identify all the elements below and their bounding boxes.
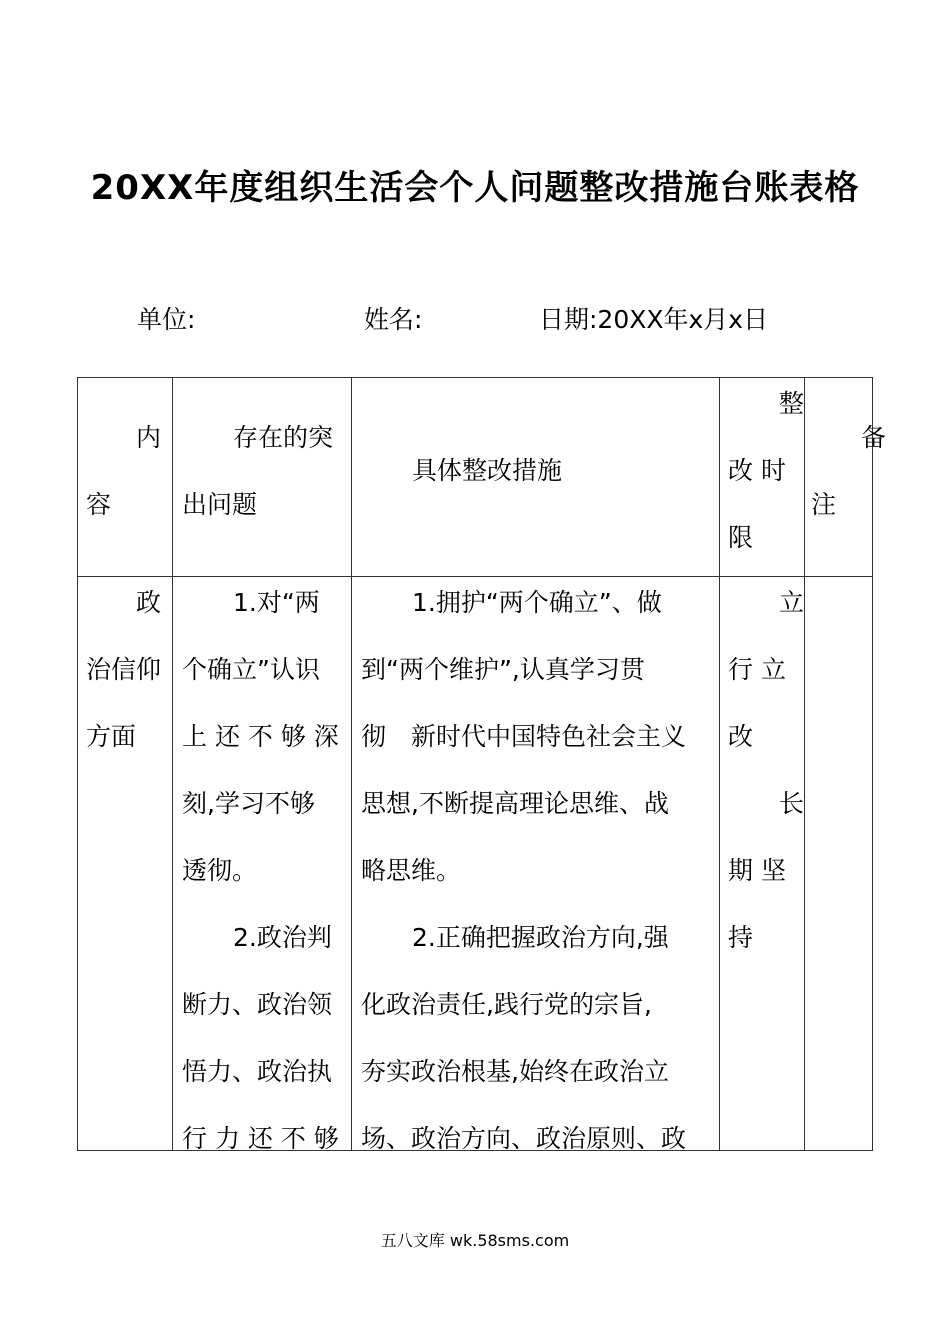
cell-text: 行 力 还 不 够 <box>182 1124 339 1153</box>
header-text: 改 时 <box>728 456 786 485</box>
cell-text: 刻,学习不够 <box>182 789 315 818</box>
cell-text: 上 还 不 够 深 <box>182 722 339 751</box>
rectification-table <box>77 377 887 1153</box>
column-divider <box>719 378 720 1150</box>
cell-text: 持 <box>728 923 754 952</box>
column-divider <box>804 378 805 1150</box>
name-label: 姓名: <box>364 305 423 334</box>
header-text: 备 <box>861 423 887 452</box>
cell-text: 改 <box>728 722 754 751</box>
cell-text: 政 <box>136 588 162 617</box>
cell-text: 1.对“两 <box>233 588 320 617</box>
cell-text: 2.政治判 <box>233 923 332 952</box>
header-text: 整 <box>779 389 805 418</box>
header-text: 出问题 <box>182 490 258 519</box>
cell-text: 期 坚 <box>728 856 786 885</box>
unit-label: 单位: <box>137 305 196 334</box>
cell-text: 夯实政治根基,始终在政治立 <box>361 1057 669 1086</box>
cell-text: 1.拥护“两个确立”、做 <box>412 588 662 617</box>
cell-text: 行 立 <box>728 655 786 684</box>
cell-text: 彻 新时代中国特色社会主义 <box>361 722 687 751</box>
column-divider <box>351 378 352 1150</box>
cell-text: 断力、政治领 <box>182 990 333 1019</box>
column-divider <box>172 378 173 1150</box>
cell-text: 到“两个维护”,认真学习贯 <box>361 655 645 684</box>
cell-text: 思想,不断提高理论思维、战 <box>361 789 669 818</box>
header-text: 限 <box>728 523 754 552</box>
cell-text: 2.正确把握政治方向,强 <box>412 923 669 952</box>
cell-text: 略思维。 <box>361 856 462 885</box>
header-text: 存在的突 <box>233 423 334 452</box>
cell-text: 场、政治方向、政治原则、政 <box>361 1124 687 1153</box>
row-divider <box>78 576 872 577</box>
cell-text: 治信仰 <box>86 655 162 684</box>
cell-text: 悟力、政治执 <box>182 1057 333 1086</box>
cell-text: 方面 <box>86 722 137 751</box>
footer-watermark: 五八文库 wk.58sms.com <box>380 1231 570 1250</box>
header-text: 具体整改措施 <box>412 456 563 485</box>
cell-text: 立 <box>779 588 805 617</box>
cell-text: 个确立”认识 <box>182 655 320 684</box>
cell-text: 化政治责任,践行党的宗旨, <box>361 990 652 1019</box>
cell-text: 长 <box>779 789 805 818</box>
date-label: 日期:20XX年x月x日 <box>539 305 769 334</box>
page-title: 20XX年度组织生活会个人问题整改措施台账表格 <box>90 168 860 208</box>
cell-text: 透彻。 <box>182 856 258 885</box>
header-text: 内 <box>136 423 162 452</box>
header-text: 注 <box>811 490 837 519</box>
header-text: 容 <box>86 490 112 519</box>
